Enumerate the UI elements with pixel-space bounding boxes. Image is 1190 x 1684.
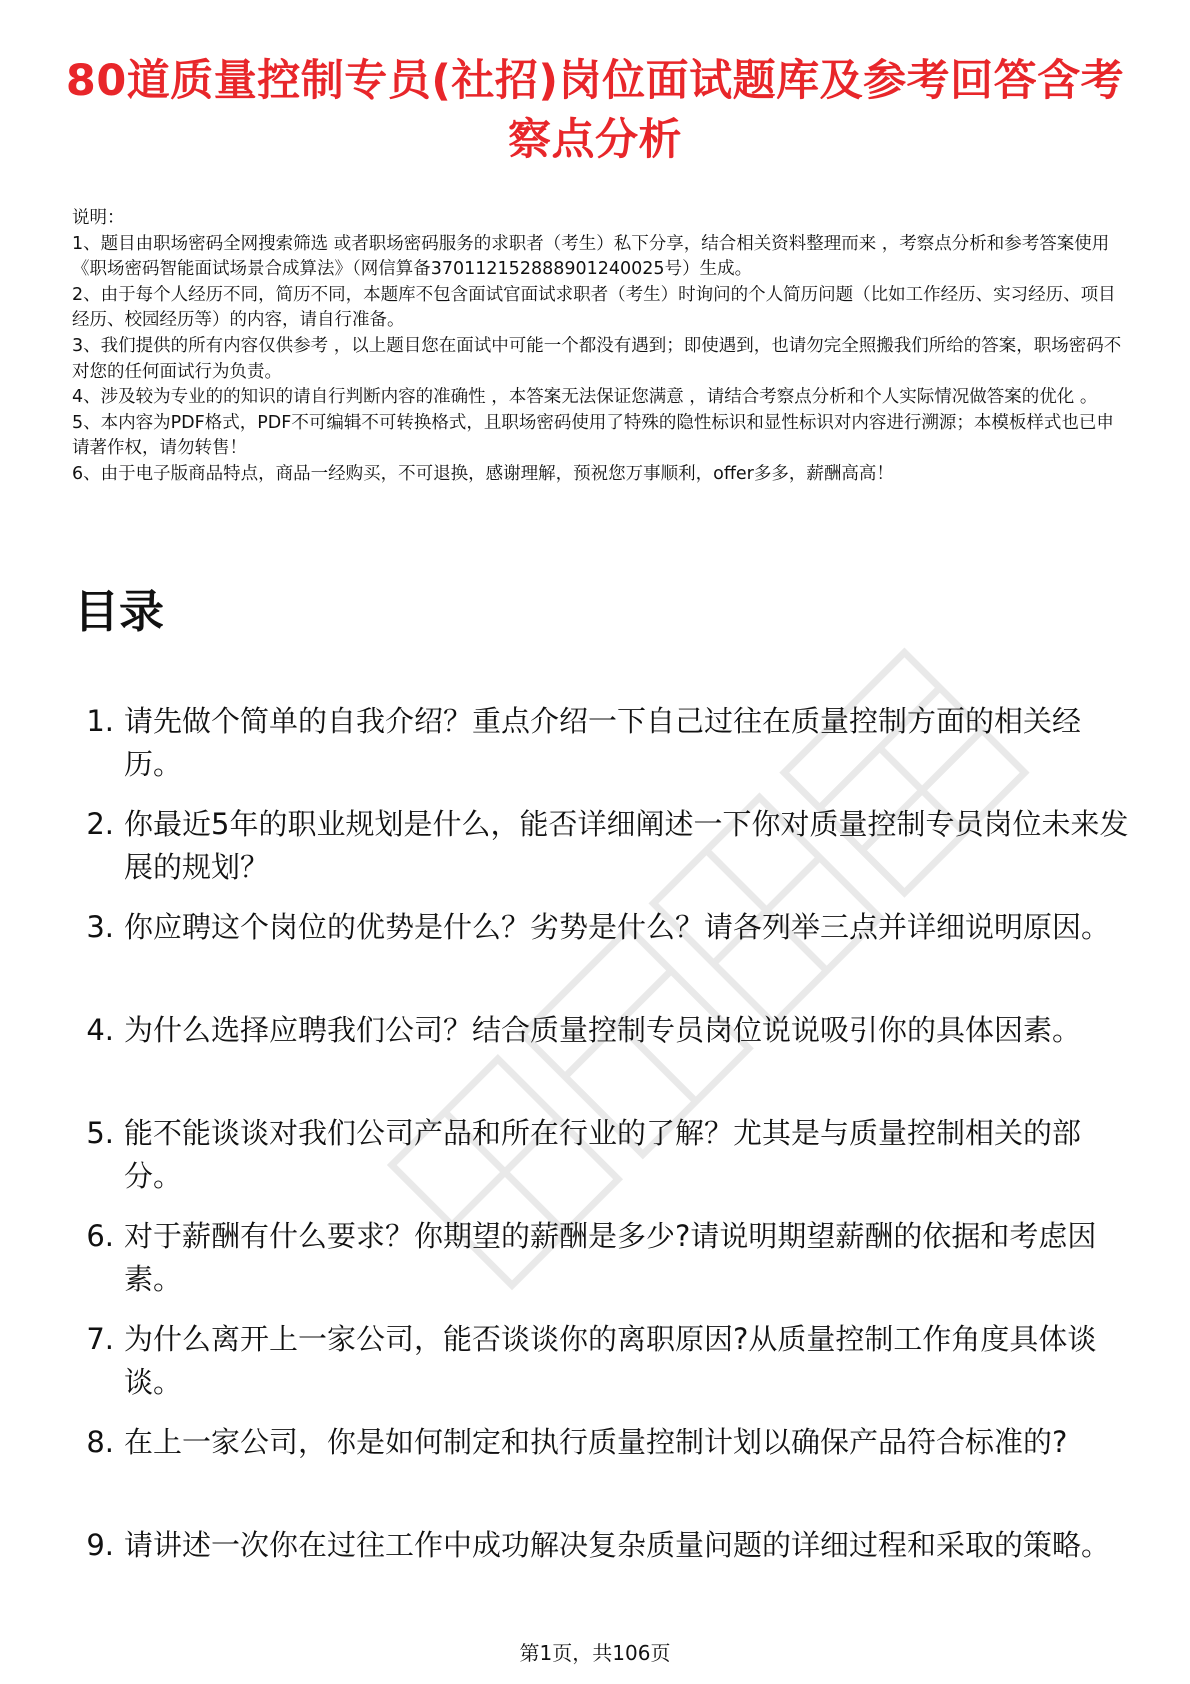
toc-item[interactable] — [74, 906, 1134, 992]
notes-section — [72, 206, 1122, 488]
toc-item-number: 5. — [86, 1116, 114, 1150]
toc-item[interactable] — [74, 700, 1134, 786]
toc-item-number: 7. — [86, 1322, 114, 1356]
toc-item[interactable] — [74, 1524, 1134, 1610]
note-item: 4、涉及较为专业的的知识的请自行判断内容的准确性 ，本答案无法保证您满意 ，请结合考察点分析和个人实际情况做答案的优化 。 — [72, 387, 1098, 408]
toc-item-number: 8. — [86, 1425, 114, 1459]
toc-item-number: 9. — [86, 1528, 114, 1562]
note-item: 3、我们提供的所有内容仅供参考 ，以上题目您在面试中可能一个都没有遇到；即使遇到，也请勿完全照搬我们所给的答案，职场密码不对您的任何面试行为负责。 — [72, 335, 1122, 382]
note-item: 2、由于每个人经历不同，简历不同，本题库不包含面试官面试求职者（考生）时询问的个人简历问题（比如工作经历、实习经历、项目经历、校园经历等）的内容，请自行准备。 — [72, 284, 1116, 331]
toc-item-text: 你最近5年的职业规划是什么，能否详细阐述一下你对质量控制专员岗位未来发展的规划？ — [124, 807, 1129, 884]
toc-item[interactable] — [74, 1009, 1134, 1095]
toc-item-number: 3. — [86, 910, 114, 944]
toc-item[interactable] — [74, 1112, 1134, 1198]
note-item: 1、题目由职场密码全网搜索筛选 或者职场密码服务的求职者（考生）私下分享，结合相关资料整理而来 ，考察点分析和参考答案使用《职场密码智能面试场景合成算法》（网信算备370112152888901240025号）生成。 — [72, 233, 1110, 280]
toc-list — [74, 700, 1134, 1627]
toc-item-text: 请先做个简单的自我介绍？重点介绍一下自己过往在质量控制方面的相关经历。 — [124, 704, 1082, 781]
toc-item[interactable] — [74, 1318, 1134, 1404]
toc-item-text: 你应聘这个岗位的优势是什么？劣势是什么？请各列举三点并详细说明原因。 — [124, 910, 1111, 944]
note-item: 5、本内容为PDF格式，PDF不可编辑不可转换格式，且职场密码使用了特殊的隐性标识和显性标识对内容进行溯源；本模板样式也已申请著作权，请勿转售！ — [72, 412, 1114, 459]
toc-item-text: 对于薪酬有什么要求？你期望的薪酬是多少?请说明期望薪酬的依据和考虑因素。 — [124, 1219, 1097, 1296]
note-item: 6、由于电子版商品特点，商品一经购买，不可退换，感谢理解，预祝您万事顺利，offer多多，薪酬高高！ — [72, 463, 894, 484]
toc-item-number: 6. — [86, 1219, 114, 1253]
page-footer: 第1页，共106页 — [519, 1641, 671, 1665]
toc-item[interactable] — [74, 1215, 1134, 1301]
toc-item-text: 能不能谈谈对我们公司产品和所在行业的了解？尤其是与质量控制相关的部分。 — [124, 1116, 1082, 1193]
document-title: 80道质量控制专员(社招)岗位面试题库及参考回答含考察点分析 — [65, 56, 1125, 165]
toc-item-text: 请讲述一次你在过往工作中成功解决复杂质量问题的详细过程和采取的策略。 — [124, 1528, 1111, 1562]
toc-item-number: 1. — [86, 704, 114, 738]
toc-item-text: 为什么选择应聘我们公司？结合质量控制专员岗位说说吸引你的具体因素。 — [124, 1013, 1082, 1047]
toc-item[interactable] — [74, 1421, 1134, 1507]
toc-item-text: 在上一家公司，你是如何制定和执行质量控制计划以确保产品符合标准的? — [124, 1425, 1068, 1459]
toc-item-number: 4. — [86, 1013, 114, 1047]
toc-heading: 目录 — [74, 585, 165, 638]
notes-heading: 说明： — [72, 208, 125, 228]
toc-item-text: 为什么离开上一家公司，能否谈谈你的离职原因?从质量控制工作角度具体谈谈。 — [124, 1322, 1097, 1399]
toc-item[interactable] — [74, 803, 1134, 889]
toc-item-number: 2. — [86, 807, 114, 841]
